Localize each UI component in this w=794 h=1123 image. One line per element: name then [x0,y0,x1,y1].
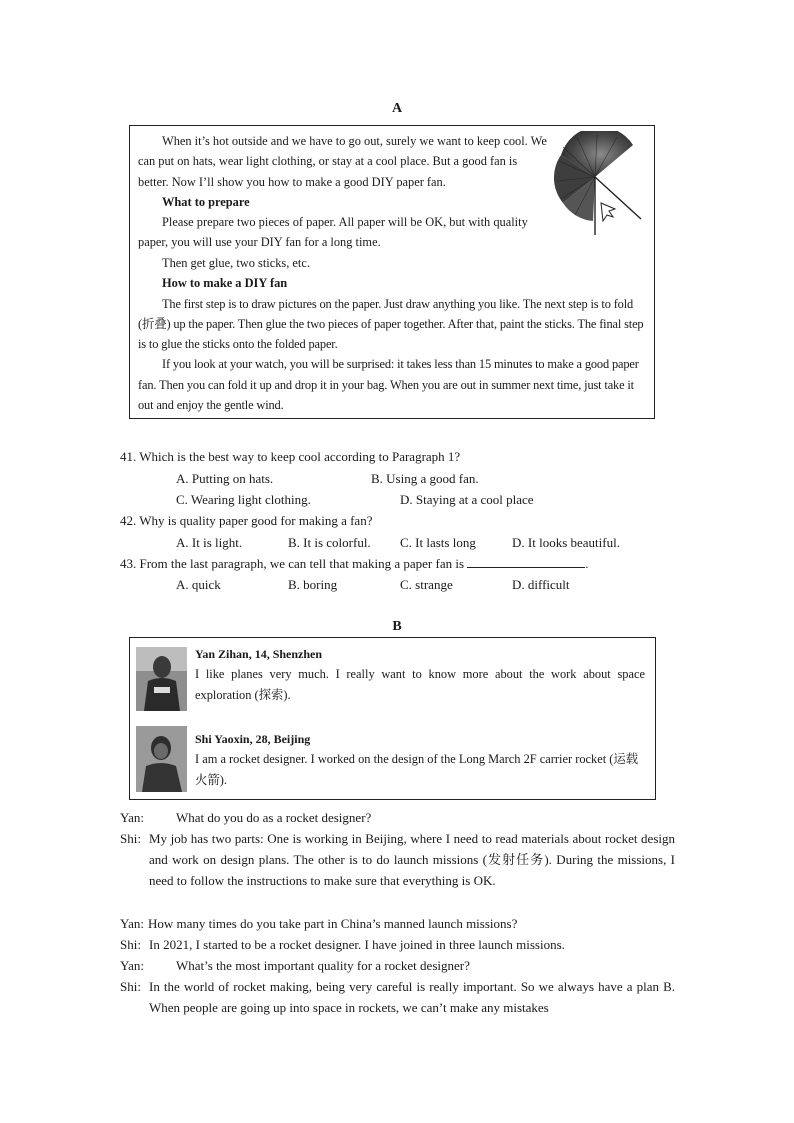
question-43-option-a: A. quick [176,577,221,592]
question-43-option-c: C. strange [400,577,453,592]
shi-yaoxin-photo [136,726,187,792]
question-43-answer-blank[interactable] [467,555,585,568]
passage-a-paragraph-4: The first step is to draw pictures on the paper. Just draw anything you like. The next step is to fold (折叠) up the paper. Then glue the two pieces of paper together. After that, paint the sticks. The final step is to glue the sticks onto the folded paper. [138,296,644,352]
question-43-option-b: B. boring [288,577,338,592]
question-41-stem: 41. Which is the best way to keep cool according to Paragraph 1? [120,449,461,464]
dialogue-line-5 [120,955,675,976]
question-42-option-a: A. It is light. [176,535,243,550]
dialogue-line-3 [120,913,675,934]
person2-text: I am a rocket designer. I worked on the design of the Long March 2F carrier rocket (运载火箭). [195,752,639,787]
dialogue-speaker: Shi: [120,937,141,952]
dialogue-line-6 [120,976,675,1018]
question-43-option-d: D. difficult [512,577,570,592]
question-41-option-d: D. Staying at a cool place [400,492,534,507]
passage-a-paragraph-1: When it’s hot outside and we have to go out, surely we want to keep cool. We can put on hats, wear light clothing, or stay at a cool place. But a good fan is better. Now I’ll show you how to make a good DIY paper fan. [138,134,547,189]
passage-a-heading-make: How to make a DIY fan [162,276,288,291]
dialogue-speaker: Shi: [120,831,141,846]
dialogue-line-1 [120,807,675,828]
person1-name: Yan Zihan, 14, Shenzhen [195,647,323,661]
passage-a-heading-prepare: What to prepare [162,194,250,209]
dialogue-text: What do you do as a rocket designer? [176,810,372,825]
paper-fan-image [553,131,647,235]
dialogue-speaker: Shi: [120,979,141,994]
person1-text: I like planes very much. I really want to know more about the work about space exploration (探索). [195,667,645,702]
dialogue-text: In 2021, I started to be a rocket designer. I have joined in three launch missions. [149,937,565,952]
passage-a-paragraph-3: Then get glue, two sticks, etc. [162,256,310,270]
section-a-letter: A [391,101,403,116]
dialogue-speaker: Yan: [120,810,144,825]
question-41-option-b: B. Using a good fan. [371,471,479,486]
dialogue-text: How many times do you take part in China’s manned launch missions? [148,916,518,931]
question-41-option-c: C. Wearing light clothing. [176,492,311,507]
dialogue-speaker: Yan: [120,916,144,931]
yan-zihan-photo [136,647,187,711]
passage-b-box [129,637,656,800]
question-43-stem: 43. From the last paragraph, we can tell that making a paper fan is [120,556,465,571]
passage-a-paragraph-2: Please prepare two pieces of paper. All paper will be OK, but with quality paper, you will use your DIY fan for a long time. [138,215,528,250]
dialogue-speaker: Yan: [120,958,144,973]
question-43-row [120,553,589,574]
dialogue-line-2 [120,828,675,891]
question-41-option-a: A. Putting on hats. [176,471,274,486]
dialogue-text: In the world of rocket making, being very careful is really important. So we always have a plan B. When people are going up into space in rockets, we can’t make any mistakes [149,979,675,1015]
dialogue-line-4 [120,934,675,955]
question-43-stem-end: . [585,556,589,571]
question-42-option-b: B. It is colorful. [288,535,371,550]
question-42-stem: 42. Why is quality paper good for making a fan? [120,513,373,528]
question-42-option-d: D. It looks beautiful. [512,535,620,550]
question-42-option-c: C. It lasts long [400,535,476,550]
dialogue-text: My job has two parts: One is working in Beijing, where I need to read materials about rocket design and work on design plans. The other is to do launch missions (发射任务). During the missions, I need to follow the instructions to make sure that everything is OK. [149,831,675,888]
dialogue-text: What’s the most important quality for a rocket designer? [176,958,470,973]
person2-name: Shi Yaoxin, 28, Beijing [195,732,311,746]
section-b-letter: B [392,619,402,634]
passage-a-box [129,125,655,419]
passage-a-paragraph-5: If you look at your watch, you will be surprised: it takes less than 15 minutes to make a good paper fan. Then you can fold it up and drop it in your bag. When you are out in summer next time, just take it out and enjoy the gentle wind. [138,357,639,413]
